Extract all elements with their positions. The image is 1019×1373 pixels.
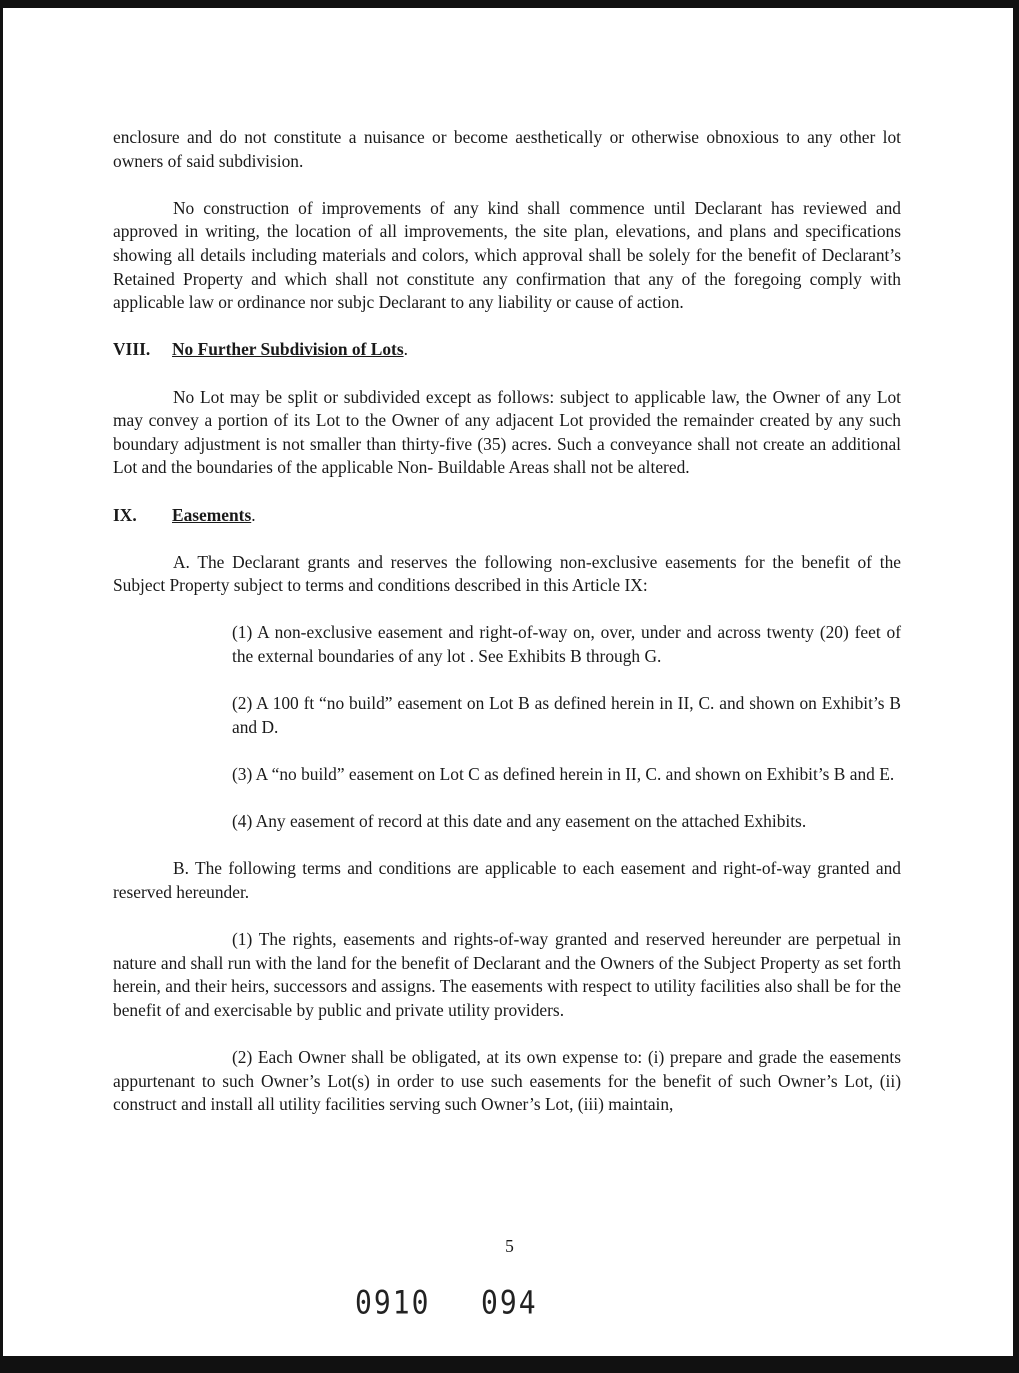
section-number: IX. — [113, 504, 137, 525]
paragraph-construction-approval: No construction of improvements of any kind shall commence until Declarant has reviewed and approved in writing, the location of all improvements, the site plan, elevations, and plans and specifications showing all details including materials and colors, which approval shall be solely for the benefit of Declarant’s Retained Property and which shall not constitute any confirmation that any of the foregoing comply with applicable law or ordinance nor subjc Declarant to any liability or cause of action. — [113, 197, 901, 313]
easement-item-2: (2) A 100 ft “no build” easement on Lot B as defined herein in II, C. and shown on Exhibit’s B and D. — [232, 693, 901, 737]
section-ix-heading: IX. Easements . — [113, 504, 901, 528]
section-title: No Further Subdivision of Lots — [172, 339, 404, 360]
terms-item-2: (2) Each Owner shall be obligated, at its own expense to: (i) prepare and grade the easements appurtenant to such Owner’s Lot(s) in order to use such easements for the benefit of such Owner’s Lot, (ii) construct and install all utility facilities serving such Owner’s Lot, (iii) maintain, — [113, 1047, 901, 1115]
recording-stamp-page: 094 — [481, 1283, 538, 1322]
section-ix-para-a: A. The Declarant grants and reserves the following non-exclusive easements for the benefit of the Subject Property subject to terms and conditions described in this Article IX: — [113, 551, 901, 596]
section-title: Easements — [172, 504, 252, 525]
section-ix-para-b: B. The following terms and conditions are applicable to each easement and right-of-way granted and reserved hereunder. — [113, 858, 901, 902]
easement-item-1: (1) A non-exclusive easement and right-of-way on, over, under and across twenty (20) feet of the external boundaries of any lot . See Exhibits B through G. — [232, 622, 901, 667]
easement-item-3: (3) A “no build” easement on Lot C as defined herein in II, C. and shown on Exhibit’s B and E. — [232, 764, 895, 785]
scan-edge-right — [1013, 0, 1019, 1373]
page-number: 5 — [505, 1236, 514, 1256]
scan-border-top — [0, 0, 1019, 8]
easement-item-4: (4) Any easement of record at this date and any easement on the attached Exhibits. — [232, 811, 807, 832]
scan-border-bottom — [0, 1356, 1019, 1373]
scan-edge-left — [0, 0, 3, 1373]
section-viii-heading: VIII. No Further Subdivision of Lots . — [113, 338, 901, 362]
paragraph-continuation: enclosure and do not constitute a nuisance or become aesthetically or otherwise obnoxious to any other lot owners of said subdivision. — [113, 127, 901, 171]
recording-stamp-book: 0910 — [355, 1283, 431, 1322]
section-number: VIII. — [113, 339, 151, 360]
terms-item-1: (1) The rights, easements and rights-of-way granted and reserved hereunder are perpetual in nature and shall run with the land for the benefit of Declarant and the Owners of the Subject Property as set forth herein, and their heirs, successors and assigns. The easements with respect to utility facilities also shall be for the benefit of and exercisable by public and private utility providers. — [113, 929, 901, 1020]
document-body — [113, 126, 901, 1117]
section-viii-body: No Lot may be split or subdivided except as follows: subject to applicable law, the Owner of any Lot may convey a portion of its Lot to the Owner of any adjacent Lot provided the remainder created by any such boundary adjustment is not smaller than thirty-five (35) acres. Such a conveyance shall not create an additional Lot and the boundaries of the applicable Non- Buildable Areas shall not be altered. — [113, 386, 901, 478]
